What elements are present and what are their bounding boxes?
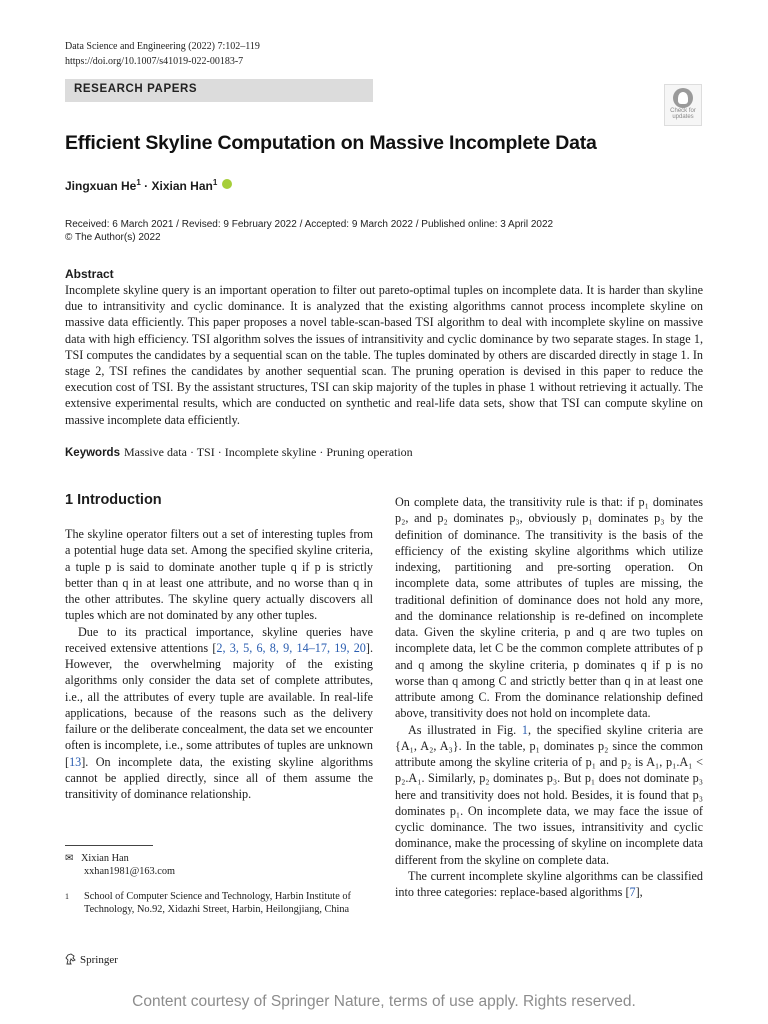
check-for-updates-icon [673,88,693,108]
paragraph [395,868,703,901]
figure-link[interactable]: 1 [521,722,528,737]
courtesy-notice: Content courtesy of Springer Nature, terms of use apply. Rights reserved. [132,993,636,1010]
keywords-text: Massive data · TSI · Incomplete skyline · Pruning operation [123,445,413,459]
check-for-updates-badge[interactable] [664,84,702,126]
paragraph [65,624,373,803]
abstract-heading: Abstract [65,267,114,281]
affiliation-number: 1 [65,892,69,901]
author-name[interactable]: Xixian Han [151,179,213,193]
check-badge-line1: Check for [670,108,696,114]
publisher-logo [65,953,118,966]
paragraph-text: , the specified skyline criteria are {A₁, A₂, A₃}. In the table, p₁ dominates p₂ since the common attribute among the skyline criteria of p₁ and p₂ is A₁, p₁.A₁ < p₂.A₁. Similarly, p₂ dominates p₃. But p₁ does not dominate p₃ here and transitivity does not hold. Besides, it is found that p₃ dominates p₁. On incomplete data, we may face the issue of cyclic dominance. The two issues, intransitivity and cyclic dominance, make the processing of skyline on incomplete data different from the skyline on complete data. [395,722,703,867]
footnote-divider [65,845,153,846]
author-name[interactable]: Jingxuan He [65,179,137,193]
orcid-icon[interactable] [222,179,232,189]
affiliation-marker: 1 [136,178,141,187]
keywords-label: Keywords [65,447,120,459]
section-label-bar [65,79,373,102]
paragraph: On complete data, the transitivity rule is that: if p₁ dominates p₂, and p₂ dominates p₃, obviously p₁ dominates p₃ by the definition of dominance. The transitivity is the basis of the efficiency of the existing skyline algorithms which utilize indexing, partitioning and pre-sorting operation. On incomplete data, some attributes of tuples are missing, the traditional definition of dominance does not hold any more, and the dominance relationship is re-defined on incomplete data. Given the skyline criteria, p and q are two tuples on incomplete data, let C be the common complete attributes of p and q among the skyline criteria, p dominates q if p is no worse than q among C and strictly better than q in at least one attribute among C. From the dominance relationship defined above, transitivity does not hold on incomplete data. [395,495,703,721]
section-label: RESEARCH PAPERS [74,83,198,95]
citation-link[interactable]: 7 [629,885,636,899]
publisher-name: Springer [80,954,118,966]
springer-horse-icon [65,953,76,965]
citation-link[interactable]: 13 [69,754,82,769]
abstract-text: Incomplete skyline query is an important operation to filter out pareto-optimal tuples on incomplete data. It is harder than skyline due to intransitivity and cyclic dominance. It is analyzed that the existing algorithms cannot process incomplete skyline on massive data efficiently. This paper proposes a novel table-scan-based TSI algorithm to deal with incomplete skyline on massive data with high efficiency. TSI algorithm solves the issues of intransitivity and cyclic dominance by two separate stages. In stage 1, TSI computes the candidates by a sequential scan on the table. The tuples dominated by others are discarded directly in stage 1. In stage 2, TSI refines the candidates by another sequential scan. The pruning operation is devised in this paper to reduce the execution cost of TSI. By the assistant structures, TSI can skip majority of the tuples in phase 1 without retrieving it actually. The extensive experimental results, which are conducted on synthetic and real-life data sets, show that TSI can compute skyline on massive incomplete data efficiently. [65,283,703,427]
contact-email[interactable]: xxhan1981@163.com [84,866,175,877]
paragraph-text: ]. On incomplete data, the existing skyline algorithms cannot be applied directly, since all of them assume the transitivity of dominance relationship. [65,754,373,801]
publication-history [65,218,553,244]
keywords-line [65,445,413,460]
corresponding-author-note [65,852,175,878]
affiliation-note [65,890,355,916]
paragraph-text: As illustrated in Fig. [408,722,522,737]
author-list [65,178,232,193]
section-heading: 1 Introduction [65,492,162,508]
author-separator: · [140,179,152,193]
body-column-left [65,526,373,802]
paragraph-text: ], [635,885,643,899]
copyright-notice: © The Author(s) 2022 [65,232,161,243]
check-badge-line2: updates [672,114,694,120]
paragraph [395,722,703,868]
history-dates: Received: 6 March 2021 / Revised: 9 February 2022 / Accepted: 9 March 2022 / Published online: 3 April 2022 [65,219,554,230]
paragraph-text: The current incomplete skyline algorithms can be classified into three categories: replace-based algorithms [ [395,868,703,899]
paper-title: Efficient Skyline Computation on Massive Incomplete Data [65,132,597,154]
paragraph-text: Due to its practical importance, skyline queries have received extensive attentions [ [65,624,373,655]
body-column-right [395,494,703,900]
affiliation-text: School of Computer Science and Technology, Harbin Institute of Technology, No.92, Xidazhi Street, Harbin, Heilongjiang, China [84,891,351,915]
journal-citation: Data Science and Engineering (2022) 7:102–119 [65,41,260,52]
envelope-icon: ✉ [65,853,74,864]
paragraph: The skyline operator filters out a set of interesting tuples from a potential huge data set. Among the specified skyline criteria, a tuple p is said to dominate another tuple q if p is strictly better than q in at least one attribute, and no worse than q in the other attributes. The skyline query actually discovers all tuples which are not dominated by any other tuples. [65,527,373,623]
doi-link[interactable]: https://doi.org/10.1007/s41019-022-00183-7 [65,56,244,67]
citation-link[interactable]: 2, 3, 5, 6, 8, 9, 14–17, 19, 20 [216,640,366,655]
paragraph-text: ]. However, the overwhelming majority of the existing algorithms only consider the data set of complete attributes, i.e., all the attributes of every tuple are available. In real-life applications, because of the reasons such as the delivery failure or the deliberate concealment, the data set we encounter often is incomplete, i.e., some attributes of tuples are unknown [ [65,640,373,769]
affiliation-marker: 1 [212,178,218,187]
contact-name: Xixian Han [81,853,129,864]
